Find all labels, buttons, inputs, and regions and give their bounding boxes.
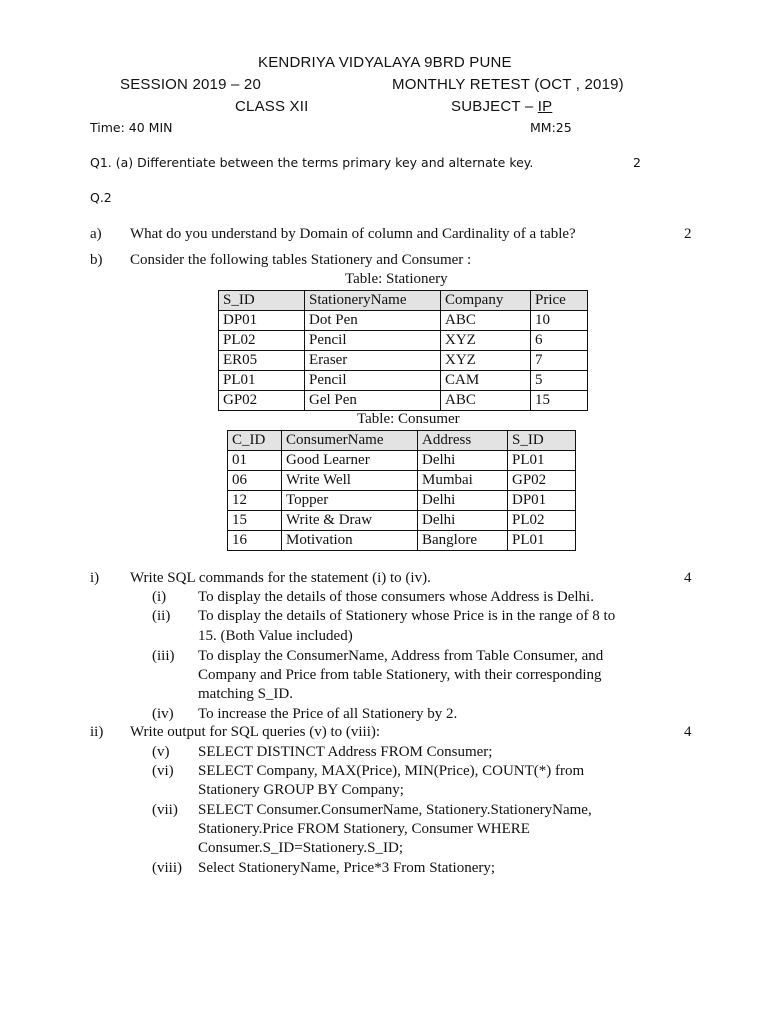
- column-header: StationeryName: [305, 291, 441, 311]
- part-i-num: i): [90, 570, 100, 586]
- table-cell: 12: [228, 491, 282, 511]
- column-header: ConsumerName: [282, 431, 418, 451]
- table-cell: Eraser: [305, 351, 441, 371]
- table-cell: ABC: [441, 311, 531, 331]
- table-row: [219, 371, 588, 391]
- item-num: (i): [152, 589, 167, 605]
- column-header: Company: [441, 291, 531, 311]
- q2b-text: Consider the following tables Stationery and Consumer :: [130, 252, 472, 268]
- item-num: (vi): [152, 763, 174, 779]
- stationery-header-row: [219, 291, 588, 311]
- column-header: C_ID: [228, 431, 282, 451]
- q2-label: Q.2: [90, 190, 112, 205]
- subject-prefix: SUBJECT –: [451, 98, 538, 115]
- table-cell: Gel Pen: [305, 391, 441, 411]
- table-cell: 7: [531, 351, 588, 371]
- table-cell: Banglore: [418, 531, 508, 551]
- column-header: Address: [418, 431, 508, 451]
- table-cell: GP02: [508, 471, 576, 491]
- item-text: matching S_ID.: [198, 686, 293, 702]
- table-row: [228, 511, 576, 531]
- stationery-table: [218, 290, 588, 411]
- table-cell: Write & Draw: [282, 511, 418, 531]
- table-row: [219, 311, 588, 331]
- item-num: (vii): [152, 802, 178, 818]
- item-num: (iv): [152, 706, 174, 722]
- consumer-caption: Table: Consumer: [357, 411, 460, 427]
- table-row: [228, 451, 576, 471]
- table-cell: 06: [228, 471, 282, 491]
- q2a-text: What do you understand by Domain of column and Cardinality of a table?: [130, 226, 576, 242]
- part-ii-num: ii): [90, 724, 104, 740]
- table-cell: PL01: [219, 371, 305, 391]
- item-text: Stationery.Price FROM Stationery, Consumer WHERE: [198, 821, 530, 837]
- part-i-marks: 4: [684, 570, 692, 586]
- table-cell: Pencil: [305, 371, 441, 391]
- table-cell: Delhi: [418, 451, 508, 471]
- item-num: (v): [152, 744, 170, 760]
- subject-label: [451, 98, 552, 115]
- part-ii-text: Write output for SQL queries (v) to (viii):: [130, 724, 381, 740]
- table-cell: CAM: [441, 371, 531, 391]
- table-cell: 15: [531, 391, 588, 411]
- table-cell: Write Well: [282, 471, 418, 491]
- column-header: Price: [531, 291, 588, 311]
- table-cell: 6: [531, 331, 588, 351]
- table-cell: XYZ: [441, 351, 531, 371]
- exam-title: MONTHLY RETEST (OCT , 2019): [392, 76, 624, 93]
- table-cell: PL02: [219, 331, 305, 351]
- item-text: To display the ConsumerName, Address from Table Consumer, and: [198, 648, 604, 664]
- table-cell: 15: [228, 511, 282, 531]
- table-row: [219, 391, 588, 411]
- item-num: (ii): [152, 608, 171, 624]
- table-cell: DP01: [508, 491, 576, 511]
- item-text: SELECT Consumer.ConsumerName, Stationery.StationeryName,: [198, 802, 592, 818]
- consumer-table: [227, 430, 576, 551]
- table-cell: Pencil: [305, 331, 441, 351]
- session-label: SESSION 2019 – 20: [120, 76, 261, 93]
- table-cell: Motivation: [282, 531, 418, 551]
- item-text: SELECT Company, MAX(Price), MIN(Price), COUNT(*) from: [198, 763, 585, 779]
- table-row: [219, 351, 588, 371]
- q2a-marks: 2: [684, 226, 692, 242]
- item-num: (viii): [152, 860, 182, 876]
- item-text: To display the details of those consumers whose Address is Delhi.: [198, 589, 594, 605]
- table-cell: Dot Pen: [305, 311, 441, 331]
- max-marks: MM:25: [530, 120, 572, 135]
- table-cell: Mumbai: [418, 471, 508, 491]
- table-cell: ABC: [441, 391, 531, 411]
- item-text: SELECT DISTINCT Address FROM Consumer;: [198, 744, 493, 760]
- table-row: [219, 331, 588, 351]
- consumer-header-row: [228, 431, 576, 451]
- table-cell: PL01: [508, 451, 576, 471]
- q2a-num: a): [90, 226, 102, 242]
- class-label: CLASS XII: [235, 98, 309, 115]
- part-ii-marks: 4: [684, 724, 692, 740]
- time-label: Time: 40 MIN: [90, 120, 173, 135]
- column-header: S_ID: [508, 431, 576, 451]
- table-row: [228, 531, 576, 551]
- table-cell: 5: [531, 371, 588, 391]
- table-cell: Topper: [282, 491, 418, 511]
- q2b-num: b): [90, 252, 103, 268]
- item-text: 15. (Both Value included): [198, 628, 353, 644]
- school-name: KENDRIYA VIDYALAYA 9BRD PUNE: [258, 54, 512, 71]
- table-cell: Delhi: [418, 491, 508, 511]
- table-cell: GP02: [219, 391, 305, 411]
- table-cell: XYZ: [441, 331, 531, 351]
- q1-text: Q1. (a) Differentiate between the terms primary key and alternate key.: [90, 155, 534, 170]
- item-text: Select StationeryName, Price*3 From Stationery;: [198, 860, 496, 876]
- table-cell: ER05: [219, 351, 305, 371]
- table-cell: Delhi: [418, 511, 508, 531]
- part-i-text: Write SQL commands for the statement (i) to (iv).: [130, 570, 431, 586]
- item-text: Consumer.S_ID=Stationery.S_ID;: [198, 840, 403, 856]
- item-num: (iii): [152, 648, 175, 664]
- item-text: Company and Price from table Stationery, with their corresponding: [198, 667, 602, 683]
- table-cell: 01: [228, 451, 282, 471]
- table-row: [228, 491, 576, 511]
- item-text: Stationery GROUP BY Company;: [198, 782, 404, 798]
- table-cell: PL01: [508, 531, 576, 551]
- table-row: [228, 471, 576, 491]
- stationery-caption: Table: Stationery: [345, 271, 448, 287]
- table-cell: 16: [228, 531, 282, 551]
- item-text: To increase the Price of all Stationery by 2.: [198, 706, 458, 722]
- table-cell: DP01: [219, 311, 305, 331]
- table-cell: Good Learner: [282, 451, 418, 471]
- table-cell: PL02: [508, 511, 576, 531]
- q1-marks: 2: [633, 155, 641, 170]
- item-text: To display the details of Stationery whose Price is in the range of 8 to: [198, 608, 616, 624]
- column-header: S_ID: [219, 291, 305, 311]
- table-cell: 10: [531, 311, 588, 331]
- subject-value: IP: [537, 98, 553, 115]
